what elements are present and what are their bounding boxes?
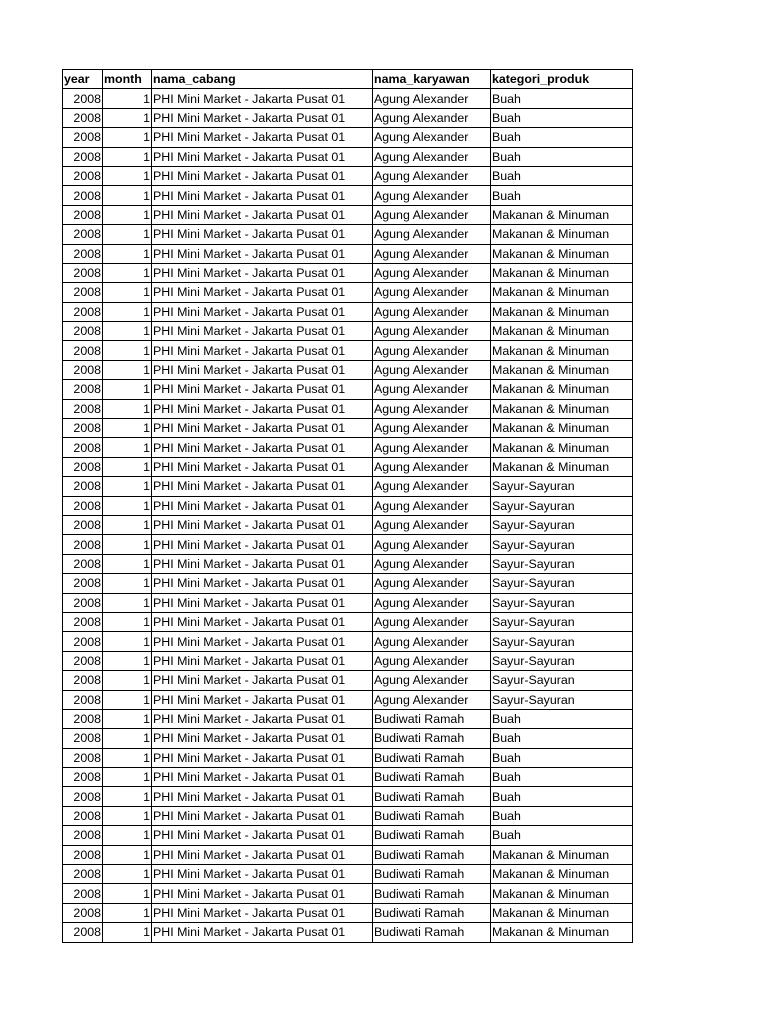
- cell-nama-karyawan: Budiwati Ramah: [373, 709, 491, 728]
- cell-nama-karyawan: Budiwati Ramah: [373, 787, 491, 806]
- cell-kategori-produk: Sayur-Sayuran: [491, 690, 633, 709]
- cell-nama-cabang: PHI Mini Market - Jakarta Pusat 01: [152, 496, 373, 515]
- cell-kategori-produk: Sayur-Sayuran: [491, 651, 633, 670]
- cell-month: 1: [103, 399, 152, 418]
- cell-kategori-produk: Makanan & Minuman: [491, 884, 633, 903]
- cell-year: 2008: [63, 341, 103, 360]
- cell-nama-cabang: PHI Mini Market - Jakarta Pusat 01: [152, 322, 373, 341]
- cell-kategori-produk: Sayur-Sayuran: [491, 632, 633, 651]
- cell-nama-karyawan: Agung Alexander: [373, 205, 491, 224]
- cell-nama-karyawan: Agung Alexander: [373, 89, 491, 108]
- table-row: [63, 128, 633, 147]
- cell-month: 1: [103, 419, 152, 438]
- cell-year: 2008: [63, 186, 103, 205]
- cell-year: 2008: [63, 89, 103, 108]
- cell-month: 1: [103, 166, 152, 185]
- cell-year: 2008: [63, 535, 103, 554]
- table-row: [63, 690, 633, 709]
- table-row: [63, 923, 633, 942]
- cell-kategori-produk: Buah: [491, 186, 633, 205]
- cell-month: 1: [103, 108, 152, 127]
- cell-month: 1: [103, 729, 152, 748]
- cell-nama-karyawan: Agung Alexander: [373, 593, 491, 612]
- cell-month: 1: [103, 748, 152, 767]
- cell-month: 1: [103, 826, 152, 845]
- cell-nama-cabang: PHI Mini Market - Jakarta Pusat 01: [152, 845, 373, 864]
- cell-year: 2008: [63, 515, 103, 534]
- cell-nama-cabang: PHI Mini Market - Jakarta Pusat 01: [152, 535, 373, 554]
- cell-nama-karyawan: Agung Alexander: [373, 690, 491, 709]
- cell-year: 2008: [63, 651, 103, 670]
- cell-month: 1: [103, 690, 152, 709]
- cell-year: 2008: [63, 225, 103, 244]
- cell-nama-cabang: PHI Mini Market - Jakarta Pusat 01: [152, 186, 373, 205]
- table-row: [63, 845, 633, 864]
- cell-nama-cabang: PHI Mini Market - Jakarta Pusat 01: [152, 729, 373, 748]
- cell-nama-cabang: PHI Mini Market - Jakarta Pusat 01: [152, 826, 373, 845]
- cell-month: 1: [103, 89, 152, 108]
- cell-nama-cabang: PHI Mini Market - Jakarta Pusat 01: [152, 709, 373, 728]
- cell-kategori-produk: Makanan & Minuman: [491, 341, 633, 360]
- table-row: [63, 244, 633, 263]
- table-row: [63, 535, 633, 554]
- cell-nama-karyawan: Agung Alexander: [373, 244, 491, 263]
- cell-kategori-produk: Makanan & Minuman: [491, 457, 633, 476]
- cell-year: 2008: [63, 128, 103, 147]
- table-row: [63, 865, 633, 884]
- cell-nama-cabang: PHI Mini Market - Jakarta Pusat 01: [152, 768, 373, 787]
- header-nama-cabang: nama_cabang: [152, 70, 373, 89]
- cell-nama-karyawan: Agung Alexander: [373, 574, 491, 593]
- table-row: [63, 322, 633, 341]
- table-row: [63, 884, 633, 903]
- cell-year: 2008: [63, 574, 103, 593]
- table-row: [63, 438, 633, 457]
- cell-kategori-produk: Buah: [491, 166, 633, 185]
- table-row: [63, 826, 633, 845]
- cell-nama-cabang: PHI Mini Market - Jakarta Pusat 01: [152, 748, 373, 767]
- cell-nama-karyawan: Budiwati Ramah: [373, 806, 491, 825]
- cell-nama-cabang: PHI Mini Market - Jakarta Pusat 01: [152, 360, 373, 379]
- cell-year: 2008: [63, 419, 103, 438]
- cell-nama-karyawan: Budiwati Ramah: [373, 826, 491, 845]
- cell-kategori-produk: Buah: [491, 806, 633, 825]
- cell-kategori-produk: Sayur-Sayuran: [491, 612, 633, 631]
- cell-year: 2008: [63, 360, 103, 379]
- cell-kategori-produk: Buah: [491, 826, 633, 845]
- cell-nama-cabang: PHI Mini Market - Jakarta Pusat 01: [152, 884, 373, 903]
- cell-kategori-produk: Sayur-Sayuran: [491, 515, 633, 534]
- cell-nama-karyawan: Agung Alexander: [373, 380, 491, 399]
- cell-kategori-produk: Sayur-Sayuran: [491, 496, 633, 515]
- table-row: [63, 632, 633, 651]
- table-row: [63, 205, 633, 224]
- cell-nama-cabang: PHI Mini Market - Jakarta Pusat 01: [152, 457, 373, 476]
- cell-month: 1: [103, 554, 152, 573]
- cell-year: 2008: [63, 768, 103, 787]
- cell-month: 1: [103, 884, 152, 903]
- cell-nama-cabang: PHI Mini Market - Jakarta Pusat 01: [152, 108, 373, 127]
- cell-nama-karyawan: Agung Alexander: [373, 166, 491, 185]
- cell-year: 2008: [63, 322, 103, 341]
- cell-nama-karyawan: Agung Alexander: [373, 108, 491, 127]
- cell-year: 2008: [63, 399, 103, 418]
- cell-kategori-produk: Buah: [491, 748, 633, 767]
- cell-kategori-produk: Sayur-Sayuran: [491, 574, 633, 593]
- cell-year: 2008: [63, 709, 103, 728]
- cell-year: 2008: [63, 593, 103, 612]
- cell-nama-karyawan: Agung Alexander: [373, 457, 491, 476]
- cell-year: 2008: [63, 748, 103, 767]
- cell-nama-karyawan: Budiwati Ramah: [373, 865, 491, 884]
- cell-kategori-produk: Makanan & Minuman: [491, 360, 633, 379]
- cell-nama-cabang: PHI Mini Market - Jakarta Pusat 01: [152, 903, 373, 922]
- cell-nama-karyawan: Budiwati Ramah: [373, 923, 491, 942]
- cell-nama-cabang: PHI Mini Market - Jakarta Pusat 01: [152, 89, 373, 108]
- header-row: [63, 70, 633, 89]
- cell-year: 2008: [63, 845, 103, 864]
- cell-year: 2008: [63, 205, 103, 224]
- cell-nama-karyawan: Budiwati Ramah: [373, 768, 491, 787]
- table-row: [63, 360, 633, 379]
- cell-month: 1: [103, 845, 152, 864]
- table-header: [63, 70, 633, 89]
- table-row: [63, 263, 633, 282]
- cell-kategori-produk: Sayur-Sayuran: [491, 535, 633, 554]
- cell-nama-cabang: PHI Mini Market - Jakarta Pusat 01: [152, 612, 373, 631]
- cell-month: 1: [103, 574, 152, 593]
- cell-year: 2008: [63, 244, 103, 263]
- cell-kategori-produk: Buah: [491, 108, 633, 127]
- cell-month: 1: [103, 709, 152, 728]
- header-nama-karyawan: nama_karyawan: [373, 70, 491, 89]
- table-row: [63, 806, 633, 825]
- cell-kategori-produk: Makanan & Minuman: [491, 322, 633, 341]
- cell-year: 2008: [63, 923, 103, 942]
- cell-nama-cabang: PHI Mini Market - Jakarta Pusat 01: [152, 302, 373, 321]
- cell-month: 1: [103, 477, 152, 496]
- cell-year: 2008: [63, 496, 103, 515]
- table-row: [63, 709, 633, 728]
- cell-nama-cabang: PHI Mini Market - Jakarta Pusat 01: [152, 574, 373, 593]
- table-row: [63, 574, 633, 593]
- cell-nama-cabang: PHI Mini Market - Jakarta Pusat 01: [152, 651, 373, 670]
- table-row: [63, 89, 633, 108]
- cell-nama-karyawan: Agung Alexander: [373, 225, 491, 244]
- table-row: [63, 283, 633, 302]
- cell-nama-karyawan: Agung Alexander: [373, 496, 491, 515]
- cell-kategori-produk: Makanan & Minuman: [491, 923, 633, 942]
- cell-kategori-produk: Makanan & Minuman: [491, 283, 633, 302]
- cell-year: 2008: [63, 438, 103, 457]
- cell-nama-karyawan: Agung Alexander: [373, 671, 491, 690]
- cell-nama-cabang: PHI Mini Market - Jakarta Pusat 01: [152, 166, 373, 185]
- cell-nama-karyawan: Agung Alexander: [373, 554, 491, 573]
- table-row: [63, 515, 633, 534]
- cell-month: 1: [103, 632, 152, 651]
- cell-month: 1: [103, 341, 152, 360]
- cell-nama-cabang: PHI Mini Market - Jakarta Pusat 01: [152, 205, 373, 224]
- cell-nama-cabang: PHI Mini Market - Jakarta Pusat 01: [152, 671, 373, 690]
- cell-month: 1: [103, 380, 152, 399]
- cell-nama-karyawan: Agung Alexander: [373, 651, 491, 670]
- cell-kategori-produk: Buah: [491, 709, 633, 728]
- table-row: [63, 302, 633, 321]
- cell-nama-cabang: PHI Mini Market - Jakarta Pusat 01: [152, 380, 373, 399]
- cell-year: 2008: [63, 108, 103, 127]
- cell-nama-cabang: PHI Mini Market - Jakarta Pusat 01: [152, 806, 373, 825]
- cell-year: 2008: [63, 729, 103, 748]
- cell-year: 2008: [63, 632, 103, 651]
- cell-month: 1: [103, 923, 152, 942]
- cell-nama-cabang: PHI Mini Market - Jakarta Pusat 01: [152, 515, 373, 534]
- cell-year: 2008: [63, 884, 103, 903]
- table-row: [63, 593, 633, 612]
- cell-nama-cabang: PHI Mini Market - Jakarta Pusat 01: [152, 554, 373, 573]
- table-row: [63, 108, 633, 127]
- cell-kategori-produk: Makanan & Minuman: [491, 244, 633, 263]
- cell-month: 1: [103, 186, 152, 205]
- cell-kategori-produk: Buah: [491, 768, 633, 787]
- cell-kategori-produk: Buah: [491, 147, 633, 166]
- cell-month: 1: [103, 651, 152, 670]
- cell-nama-cabang: PHI Mini Market - Jakarta Pusat 01: [152, 865, 373, 884]
- cell-nama-karyawan: Agung Alexander: [373, 612, 491, 631]
- cell-kategori-produk: Makanan & Minuman: [491, 263, 633, 282]
- cell-nama-karyawan: Agung Alexander: [373, 360, 491, 379]
- table-row: [63, 399, 633, 418]
- cell-month: 1: [103, 671, 152, 690]
- cell-nama-cabang: PHI Mini Market - Jakarta Pusat 01: [152, 283, 373, 302]
- cell-nama-karyawan: Agung Alexander: [373, 302, 491, 321]
- cell-nama-karyawan: Agung Alexander: [373, 535, 491, 554]
- cell-year: 2008: [63, 671, 103, 690]
- cell-month: 1: [103, 865, 152, 884]
- cell-month: 1: [103, 612, 152, 631]
- cell-nama-karyawan: Agung Alexander: [373, 419, 491, 438]
- cell-month: 1: [103, 457, 152, 476]
- cell-kategori-produk: Makanan & Minuman: [491, 438, 633, 457]
- cell-nama-karyawan: Agung Alexander: [373, 283, 491, 302]
- cell-year: 2008: [63, 477, 103, 496]
- cell-year: 2008: [63, 806, 103, 825]
- cell-month: 1: [103, 128, 152, 147]
- table-row: [63, 380, 633, 399]
- cell-kategori-produk: Sayur-Sayuran: [491, 593, 633, 612]
- cell-year: 2008: [63, 903, 103, 922]
- cell-nama-karyawan: Budiwati Ramah: [373, 729, 491, 748]
- cell-month: 1: [103, 205, 152, 224]
- table-row: [63, 477, 633, 496]
- data-table: [62, 69, 633, 943]
- cell-kategori-produk: Buah: [491, 787, 633, 806]
- cell-month: 1: [103, 302, 152, 321]
- table-row: [63, 419, 633, 438]
- table-row: [63, 225, 633, 244]
- cell-nama-karyawan: Budiwati Ramah: [373, 748, 491, 767]
- cell-kategori-produk: Sayur-Sayuran: [491, 554, 633, 573]
- cell-month: 1: [103, 438, 152, 457]
- table-row: [63, 651, 633, 670]
- cell-nama-cabang: PHI Mini Market - Jakarta Pusat 01: [152, 147, 373, 166]
- cell-month: 1: [103, 496, 152, 515]
- cell-month: 1: [103, 903, 152, 922]
- cell-month: 1: [103, 147, 152, 166]
- cell-kategori-produk: Makanan & Minuman: [491, 302, 633, 321]
- cell-kategori-produk: Buah: [491, 729, 633, 748]
- cell-month: 1: [103, 535, 152, 554]
- header-kategori-produk: kategori_produk: [491, 70, 633, 89]
- cell-kategori-produk: Sayur-Sayuran: [491, 477, 633, 496]
- cell-year: 2008: [63, 380, 103, 399]
- cell-nama-cabang: PHI Mini Market - Jakarta Pusat 01: [152, 632, 373, 651]
- cell-nama-cabang: PHI Mini Market - Jakarta Pusat 01: [152, 341, 373, 360]
- cell-kategori-produk: Buah: [491, 128, 633, 147]
- cell-nama-cabang: PHI Mini Market - Jakarta Pusat 01: [152, 690, 373, 709]
- cell-month: 1: [103, 515, 152, 534]
- cell-kategori-produk: Makanan & Minuman: [491, 903, 633, 922]
- cell-nama-cabang: PHI Mini Market - Jakarta Pusat 01: [152, 263, 373, 282]
- cell-kategori-produk: Buah: [491, 89, 633, 108]
- cell-nama-karyawan: Agung Alexander: [373, 632, 491, 651]
- cell-kategori-produk: Makanan & Minuman: [491, 865, 633, 884]
- table-row: [63, 671, 633, 690]
- cell-kategori-produk: Makanan & Minuman: [491, 399, 633, 418]
- cell-year: 2008: [63, 865, 103, 884]
- cell-year: 2008: [63, 787, 103, 806]
- cell-month: 1: [103, 225, 152, 244]
- table-row: [63, 496, 633, 515]
- cell-nama-cabang: PHI Mini Market - Jakarta Pusat 01: [152, 593, 373, 612]
- cell-nama-cabang: PHI Mini Market - Jakarta Pusat 01: [152, 477, 373, 496]
- cell-nama-cabang: PHI Mini Market - Jakarta Pusat 01: [152, 225, 373, 244]
- cell-nama-karyawan: Agung Alexander: [373, 399, 491, 418]
- cell-nama-cabang: PHI Mini Market - Jakarta Pusat 01: [152, 923, 373, 942]
- cell-year: 2008: [63, 263, 103, 282]
- table-row: [63, 166, 633, 185]
- cell-month: 1: [103, 244, 152, 263]
- cell-nama-karyawan: Agung Alexander: [373, 186, 491, 205]
- table-row: [63, 787, 633, 806]
- cell-month: 1: [103, 593, 152, 612]
- table-row: [63, 554, 633, 573]
- cell-year: 2008: [63, 283, 103, 302]
- cell-year: 2008: [63, 302, 103, 321]
- cell-year: 2008: [63, 457, 103, 476]
- cell-month: 1: [103, 283, 152, 302]
- table-row: [63, 729, 633, 748]
- table-row: [63, 748, 633, 767]
- cell-year: 2008: [63, 690, 103, 709]
- cell-nama-karyawan: Budiwati Ramah: [373, 845, 491, 864]
- table-row: [63, 147, 633, 166]
- cell-nama-cabang: PHI Mini Market - Jakarta Pusat 01: [152, 244, 373, 263]
- cell-kategori-produk: Makanan & Minuman: [491, 419, 633, 438]
- cell-month: 1: [103, 360, 152, 379]
- table-body: [63, 89, 633, 942]
- cell-year: 2008: [63, 147, 103, 166]
- cell-nama-cabang: PHI Mini Market - Jakarta Pusat 01: [152, 399, 373, 418]
- cell-year: 2008: [63, 166, 103, 185]
- header-month: month: [103, 70, 152, 89]
- cell-kategori-produk: Makanan & Minuman: [491, 205, 633, 224]
- cell-nama-karyawan: Budiwati Ramah: [373, 884, 491, 903]
- cell-month: 1: [103, 806, 152, 825]
- cell-year: 2008: [63, 612, 103, 631]
- cell-kategori-produk: Makanan & Minuman: [491, 380, 633, 399]
- cell-nama-karyawan: Agung Alexander: [373, 515, 491, 534]
- cell-month: 1: [103, 787, 152, 806]
- cell-nama-karyawan: Agung Alexander: [373, 322, 491, 341]
- cell-nama-cabang: PHI Mini Market - Jakarta Pusat 01: [152, 128, 373, 147]
- cell-kategori-produk: Makanan & Minuman: [491, 845, 633, 864]
- cell-month: 1: [103, 768, 152, 787]
- header-year: year: [63, 70, 103, 89]
- cell-nama-karyawan: Agung Alexander: [373, 341, 491, 360]
- table-row: [63, 903, 633, 922]
- cell-nama-karyawan: Agung Alexander: [373, 147, 491, 166]
- cell-nama-cabang: PHI Mini Market - Jakarta Pusat 01: [152, 419, 373, 438]
- cell-nama-karyawan: Agung Alexander: [373, 128, 491, 147]
- cell-year: 2008: [63, 826, 103, 845]
- table-row: [63, 341, 633, 360]
- table-row: [63, 612, 633, 631]
- table-row: [63, 186, 633, 205]
- cell-kategori-produk: Sayur-Sayuran: [491, 671, 633, 690]
- cell-nama-cabang: PHI Mini Market - Jakarta Pusat 01: [152, 787, 373, 806]
- cell-month: 1: [103, 322, 152, 341]
- table-row: [63, 457, 633, 476]
- cell-month: 1: [103, 263, 152, 282]
- cell-nama-karyawan: Budiwati Ramah: [373, 903, 491, 922]
- cell-nama-karyawan: Agung Alexander: [373, 263, 491, 282]
- cell-nama-cabang: PHI Mini Market - Jakarta Pusat 01: [152, 438, 373, 457]
- cell-nama-karyawan: Agung Alexander: [373, 438, 491, 457]
- cell-nama-karyawan: Agung Alexander: [373, 477, 491, 496]
- cell-year: 2008: [63, 554, 103, 573]
- table-row: [63, 768, 633, 787]
- cell-kategori-produk: Makanan & Minuman: [491, 225, 633, 244]
